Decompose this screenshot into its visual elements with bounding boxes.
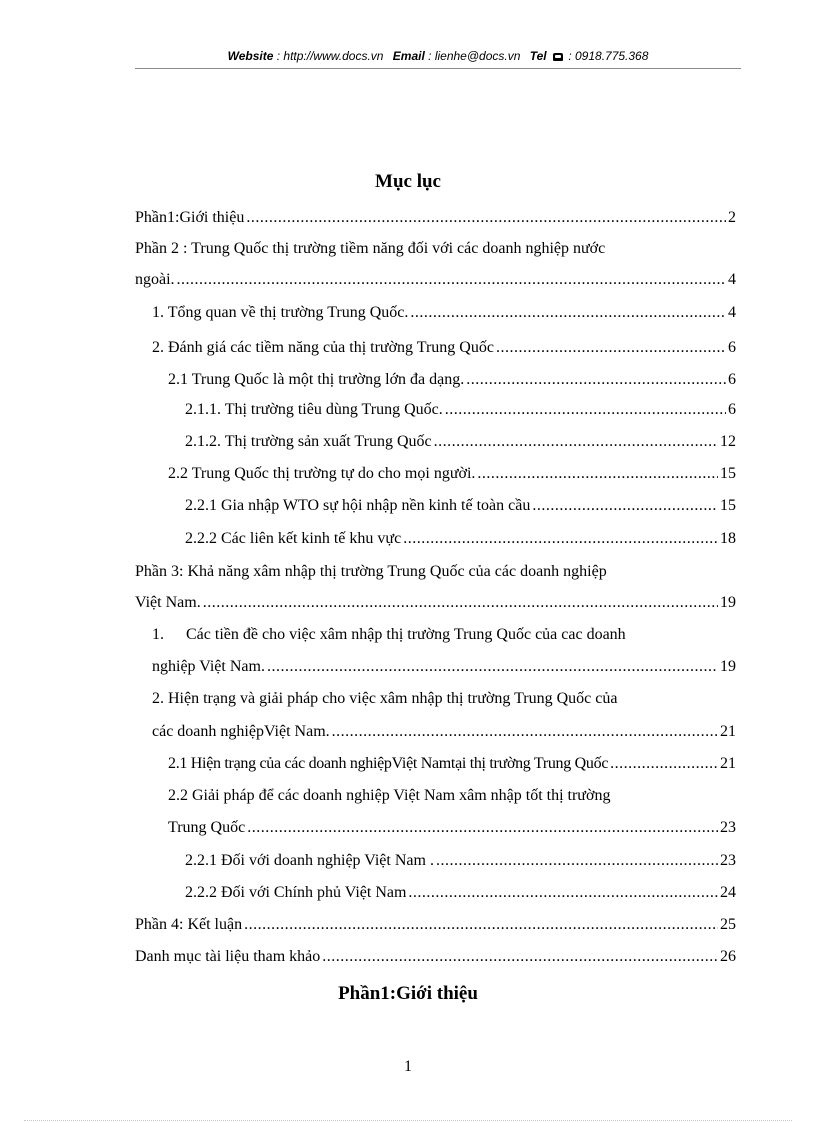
toc-title: Mục lục [375, 171, 441, 192]
toc-entry-text: 2.2.1 Đối với doanh nghiệp Việt Nam . [185, 852, 434, 869]
toc-entry[interactable] [152, 336, 736, 360]
toc-entry[interactable] [168, 462, 736, 486]
toc-entry-text: 2.1.2. Thị trường sản xuất Trung Quốc [185, 433, 432, 450]
page-header [135, 46, 741, 69]
toc-entry[interactable] [185, 398, 736, 422]
toc-leader [610, 752, 718, 776]
page-number: 1 [404, 1058, 412, 1075]
toc-entry-text: 2.2.1 Gia nhập WTO sự hội nhập nền kinh tế toàn cầu [185, 497, 531, 514]
toc-leader [403, 527, 718, 551]
toc-leader [496, 336, 726, 360]
toc-leader [477, 462, 718, 486]
toc-entry-line1: Phần 2 : Trung Quốc thị trường tiềm năng đối với các doanh nghiệp nước [135, 240, 606, 257]
toc-entry-text: Phần 4: Kết luận [135, 916, 243, 933]
toc-page-number: 15 [720, 465, 736, 482]
toc-page-number: 6 [728, 339, 736, 356]
toc-entry-text: các doanh nghiệpViệt Nam. [152, 723, 330, 740]
toc-entry-text: Danh mục tài liệu tham khảo [135, 948, 321, 965]
toc-leader [408, 881, 718, 905]
email-label: Email [392, 49, 425, 63]
toc-entry[interactable] [152, 655, 736, 679]
toc-leader [434, 430, 718, 454]
toc-entry-line1: Phần 3: Khả năng xâm nhập thị trường Trung Quốc của các doanh nghiệp [135, 563, 607, 580]
page-bottom-rule [24, 1120, 792, 1121]
section-heading: Phần1:Giới thiệu [338, 983, 478, 1004]
toc-page-number: 6 [728, 371, 736, 388]
toc-entry-text: Phần1:Giới thiệu [135, 209, 245, 226]
email-value: : lienhe@docs.vn [428, 49, 521, 63]
toc-entry[interactable] [185, 527, 736, 551]
toc-page-number: 4 [728, 304, 736, 321]
toc-entry-text: 2. Đánh giá các tiềm năng của thị trường Trung Quốc [152, 339, 494, 356]
toc-page-number: 6 [728, 401, 736, 418]
tel-value: : 0918.775.368 [568, 49, 649, 63]
toc-entry[interactable] [185, 849, 736, 873]
toc-page-number: 18 [720, 530, 736, 547]
toc-page-number: 15 [720, 497, 736, 514]
toc-entry-text: 2.1 Hiện trạng của các doanh nghiệpViệt Namtại thị trường Trung Quốc [168, 755, 609, 772]
toc-entry-text: 2.2.2 Đối với Chính phủ Việt Nam [185, 884, 407, 901]
tel-label: Tel [529, 49, 547, 63]
toc-entry-number: 1. [152, 626, 164, 643]
toc-page-number: 25 [720, 916, 736, 933]
toc-leader [445, 398, 726, 422]
toc-entry-text: 2.1.1. Thị trường tiêu dùng Trung Quốc. [185, 401, 443, 418]
toc-entry-text: ngoài. [135, 271, 175, 288]
toc-leader [410, 301, 726, 325]
toc-entry-text: Việt Nam. [135, 594, 201, 611]
toc-entry[interactable] [135, 206, 736, 230]
toc-entry[interactable] [135, 945, 736, 969]
toc-page-number: 4 [728, 271, 736, 288]
toc-page-number: 12 [720, 433, 736, 450]
toc-entry-text: 2.2.2 Các liên kết kinh tế khu vực [185, 530, 402, 547]
toc-page-number: 2 [728, 209, 736, 226]
toc-leader [203, 591, 718, 615]
toc-page-number: 24 [720, 884, 736, 901]
toc-leader [436, 849, 718, 873]
toc-entry[interactable] [152, 720, 736, 744]
toc-entry-line1 [152, 623, 626, 647]
toc-entry-text: Trung Quốc [168, 819, 246, 836]
toc-page-number: 23 [720, 819, 736, 836]
toc-entry-text: 1. Tổng quan về thị trường Trung Quốc. [152, 304, 409, 321]
toc-entry-line1: 2.2 Giải pháp để các doanh nghiệp Việt Nam xâm nhập tốt thị trường [168, 787, 611, 804]
toc-entry-text: nghiệp Việt Nam. [152, 658, 265, 675]
website-label: Website [227, 49, 274, 63]
toc-entry-text: 2.1 Trung Quốc là một thị trường lớn đa dạng. [168, 371, 465, 388]
toc-leader [246, 206, 726, 230]
toc-leader [322, 945, 718, 969]
toc-entry-text: 2.2 Trung Quốc thị trường tự do cho mọi người. [168, 465, 476, 482]
toc-leader [267, 655, 718, 679]
toc-entry[interactable] [152, 301, 736, 325]
website-value: : http://www.docs.vn [276, 49, 384, 63]
toc-entry[interactable] [185, 881, 736, 905]
toc-page-number: 19 [720, 594, 736, 611]
toc-leader [332, 720, 718, 744]
toc-entry[interactable] [185, 494, 736, 518]
toc-page-number: 19 [720, 658, 736, 675]
phone-icon [553, 53, 563, 61]
toc-page-number: 21 [720, 755, 736, 772]
toc-entry-line1: 2. Hiện trạng và giải pháp cho việc xâm nhập thị trường Trung Quốc của [152, 690, 618, 707]
toc-leader [532, 494, 718, 518]
toc-leader [247, 816, 718, 840]
toc-entry[interactable] [168, 816, 736, 840]
toc-page-number: 23 [720, 852, 736, 869]
toc-entry[interactable] [168, 368, 736, 392]
toc-entry[interactable] [135, 913, 736, 937]
toc-entry[interactable] [168, 752, 736, 776]
toc-entry[interactable] [135, 591, 736, 615]
toc-page-number: 26 [720, 948, 736, 965]
toc-entry[interactable] [135, 268, 736, 292]
toc-entry[interactable] [185, 430, 736, 454]
toc-entry-line1-text: Các tiền đề cho việc xâm nhập thị trường Trung Quốc của cac doanh [186, 626, 626, 643]
toc-leader [244, 913, 718, 937]
toc-leader [466, 368, 726, 392]
toc-page-number: 21 [720, 723, 736, 740]
toc-leader [177, 268, 726, 292]
